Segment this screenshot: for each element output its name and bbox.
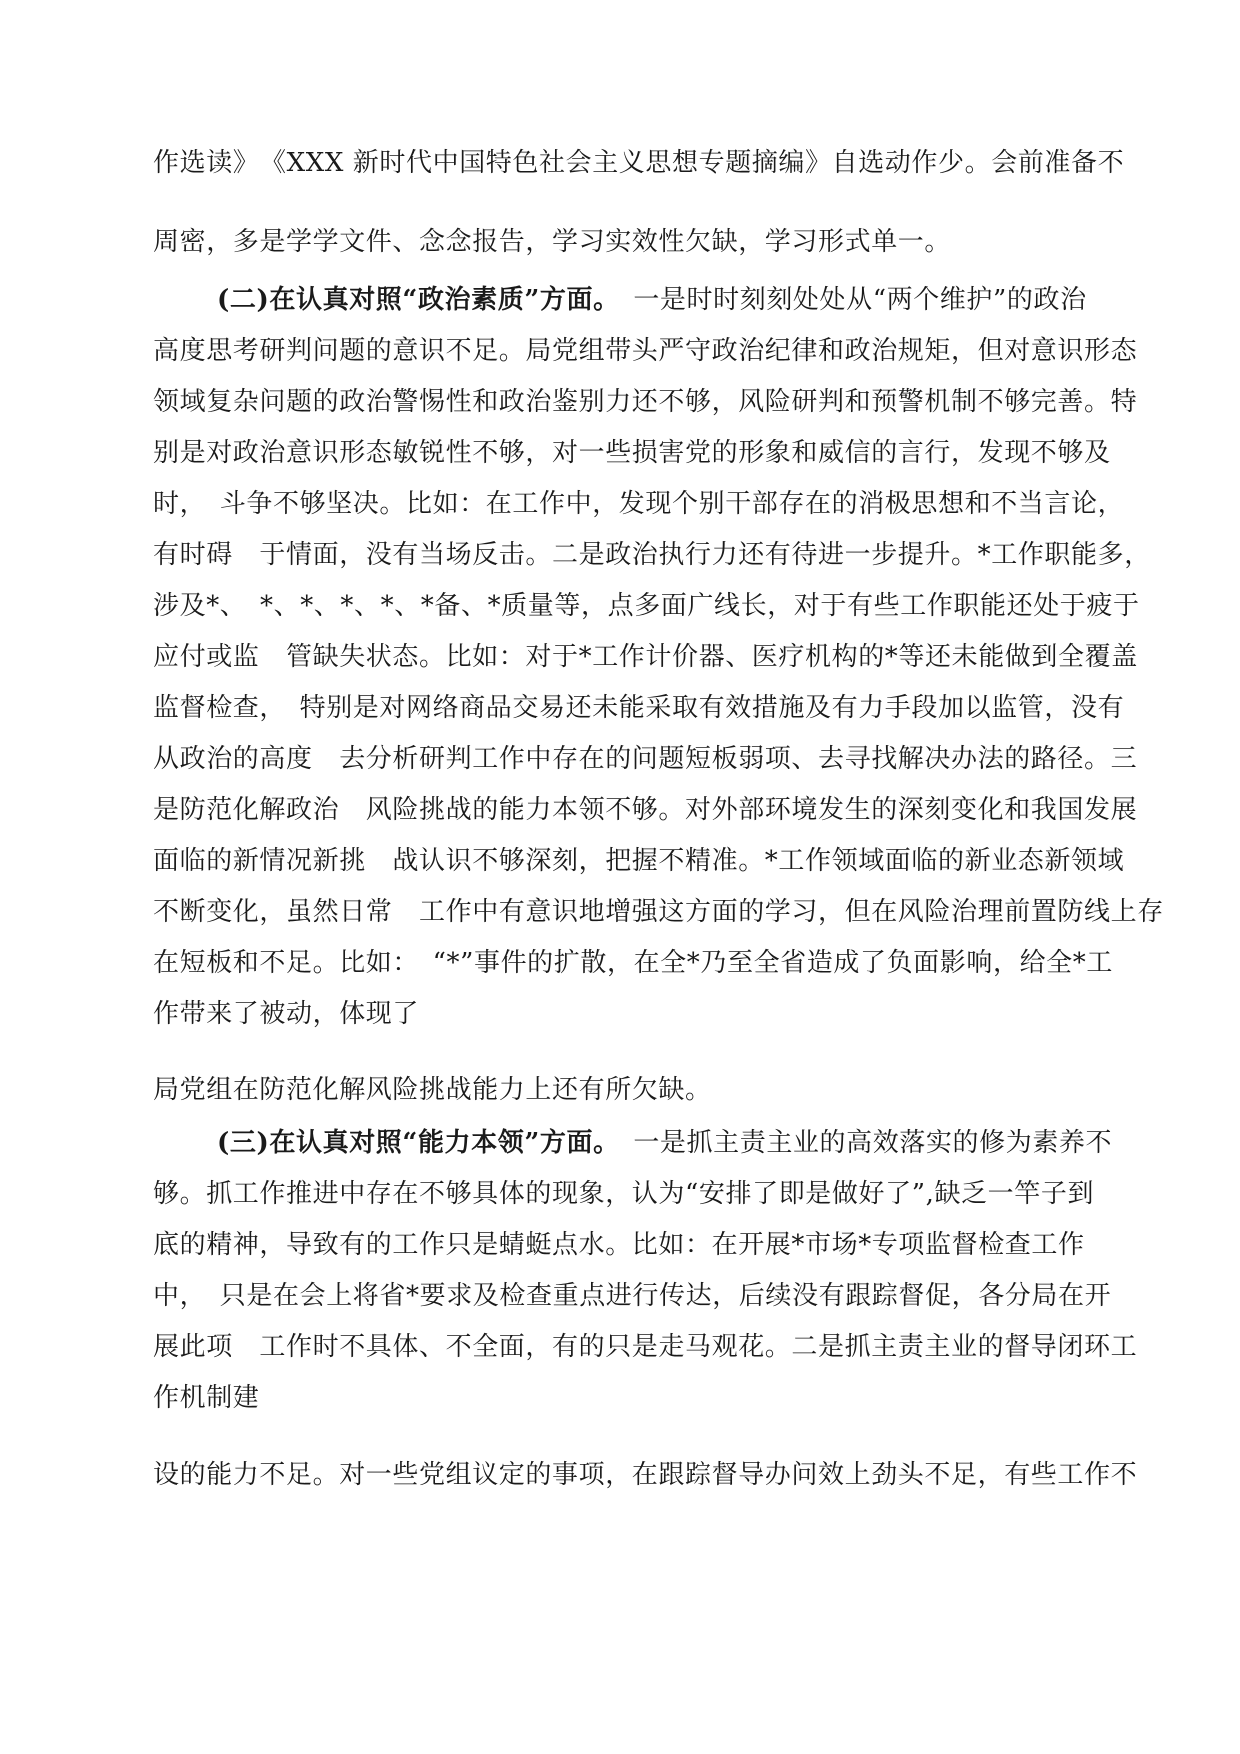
paragraph-line: 不断变化，虽然日常 工作中有意识地增强这方面的学习，但在风险治理前置防线上存 <box>153 897 1164 927</box>
paragraph-line: 时， 斗争不够坚决。比如：在工作中，发现个别干部存在的消极思想和不当言论， <box>153 489 1125 519</box>
paragraph-line: 一是抓主责主业的高效落实的修为素养不 <box>606 1128 1113 1158</box>
paragraph-line: 设的能力不足。对一些党组议定的事项，在跟踪督导办问效上劲头不足，有些工作不 <box>153 1460 1138 1490</box>
paragraph-line: 作机制建 <box>153 1383 260 1413</box>
section-2-first-line <box>217 283 1087 317</box>
paragraph-line: 底的精神，导致有的工作只是蜻蜓点水。比如：在开展*市场*专项监督检查工作 <box>153 1230 1085 1260</box>
paragraph-line: 应付或监 管缺失状态。比如：对于*工作计价器、医疗机构的*等还未能做到全覆盖 <box>153 642 1138 672</box>
section-3-first-line <box>217 1126 1113 1160</box>
paragraph-line: 高度思考研判问题的意识不足。局党组带头严守政治纪律和政治规矩，但对意识形态 <box>153 336 1138 366</box>
paragraph-line: 中， 只是在会上将省*要求及检查重点进行传达，后续没有跟踪督促，各分局在开 <box>153 1281 1112 1311</box>
paragraph-line: 局党组在防范化解风险挑战能力上还有所欠缺。 <box>153 1075 712 1105</box>
paragraph-line: 面临的新情况新挑 战认识不够深刻，把握不精准。*工作领域面临的新业态新领域 <box>153 846 1125 876</box>
paragraph-line: 监督检查， 特别是对网络商品交易还未能采取有效措施及有力手段加以监管，没有 <box>153 693 1125 723</box>
paragraph-line: 作带来了被动，体现了 <box>153 999 420 1029</box>
paragraph-line: 别是对政治意识形态敏锐性不够，对一些损害党的形象和威信的言行，发现不够及 <box>153 438 1111 468</box>
paragraph-line: 有时碍 于情面，没有当场反击。二是政治执行力还有待进一步提升。*工作职能多， <box>153 540 1151 570</box>
section-2-heading: (二)在认真对照“政治素质”方面。 <box>217 285 607 315</box>
paragraph-line: 作选读》 《XXX 新时代中国特色社会主义思想专题摘编》自选动作少。会前准备不 <box>153 148 1125 178</box>
paragraph-line: 从政治的高度 去分析研判工作中存在的问题短板弱项、去寻找解决办法的路径。三 <box>153 744 1138 774</box>
paragraph-line: 涉及*、 *、*、*、*、*备、*质量等，点多面广线长，对于有些工作职能还处于疲于 <box>153 591 1140 621</box>
paragraph-line: 周密，多是学学文件、念念报告，学习实效性欠缺，学习形式单一。 <box>153 227 952 257</box>
paragraph-line: 够。抓工作推进中存在不够具体的现象，认为“安排了即是做好了”,缺乏一竿子到 <box>153 1179 1095 1209</box>
paragraph-line: 在短板和不足。比如： “*”事件的扩散，在全*乃至全省造成了负面影响，给全*工 <box>153 948 1113 978</box>
paragraph-line: 展此项 工作时不具体、不全面，有的只是走马观花。二是抓主责主业的督导闭环工 <box>153 1332 1138 1362</box>
paragraph-line: 是防范化解政治 风险挑战的能力本领不够。对外部环境发生的深刻变化和我国发展 <box>153 795 1138 825</box>
paragraph-line: 领域复杂问题的政治警惕性和政治鉴别力还不够，风险研判和预警机制不够完善。特 <box>153 387 1138 417</box>
section-3-heading: (三)在认真对照“能力本领”方面。 <box>217 1128 607 1158</box>
paragraph-line: 一是时时刻刻处处从“两个维护”的政治 <box>606 285 1087 315</box>
